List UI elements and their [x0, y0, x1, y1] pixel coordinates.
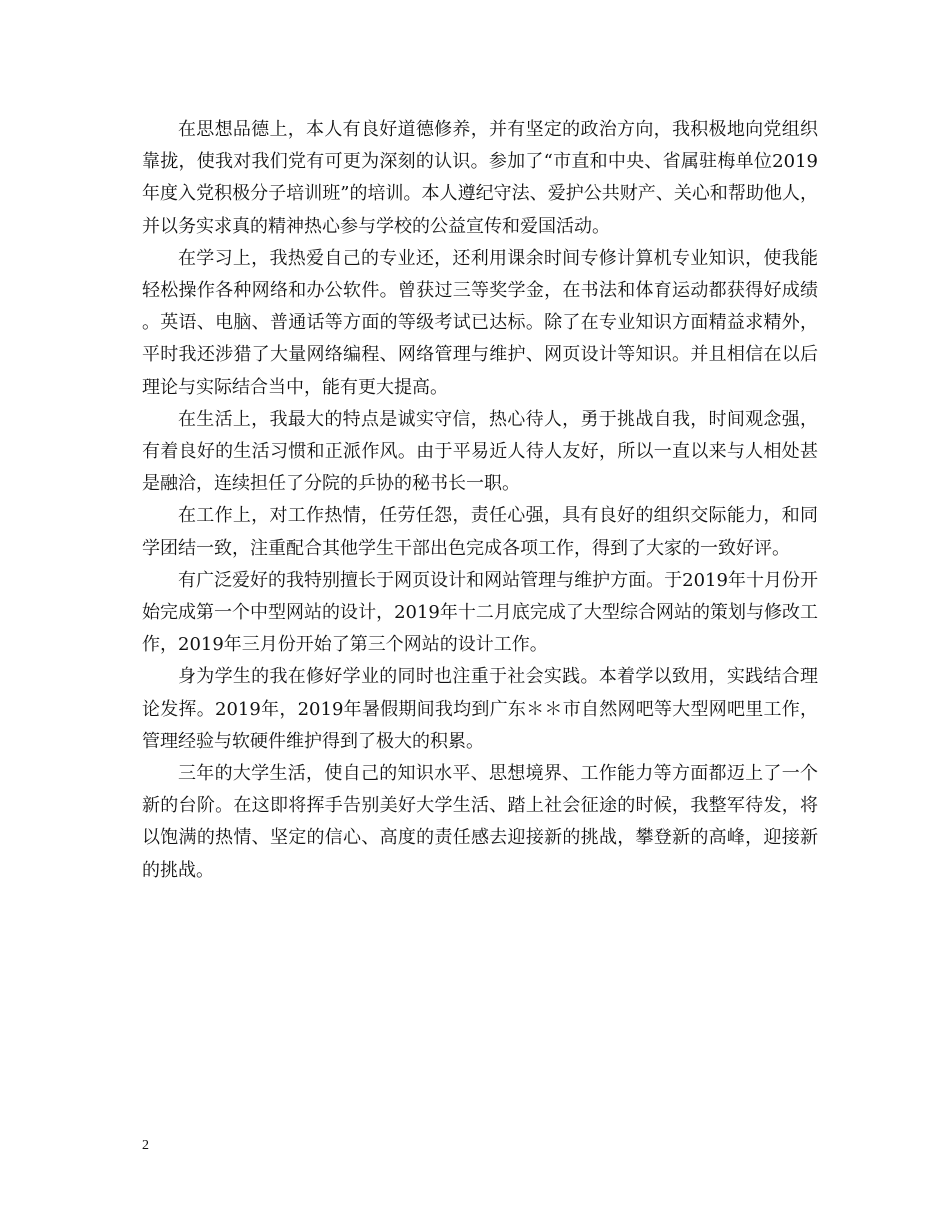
paragraph-summary: 三年的大学生活，使自己的知识水平、思想境界、工作能力等方面都迈上了一个新的台阶。在这即将挥手告别美好大学生活、踏上社会征途的时候，我整军待发，将以饱满的热情、坚定的信心、高度的责任感去迎接新的挑战，攀登新的高峰，迎接新的挑战。: [142, 763, 818, 881]
document-body: [142, 114, 818, 887]
paragraph-work: 在工作上，对工作热情，任劳任怨，责任心强，具有良好的组织交际能力，和同学团结一致，注重配合其他学生干部出色完成各项工作，得到了大家的一致好评。: [142, 505, 818, 559]
paragraph-practice: 身为学生的我在修好学业的同时也注重于社会实践。本着学以致用，实践结合理论发挥。2019年，2019年暑假期间我均到广东＊＊市自然网吧等大型网吧里工作，管理经验与软硬件维护得到了极大的积累。: [142, 666, 818, 752]
page-number: 2: [142, 1138, 149, 1153]
paragraph-ideology: 在思想品德上，本人有良好道德修养，并有坚定的政治方向，我积极地向党组织靠拢，使我对我们党有可更为深刻的认识。参加了“市直和中央、省属驻梅单位2019年度入党积极分子培训班”的培训。本人遵纪守法、爱护公共财产、关心和帮助他人，并以务实求真的精神热心参与学校的公益宣传和爱国活动。: [142, 119, 818, 237]
paragraph-life: 在生活上，我最大的特点是诚实守信，热心待人，勇于挑战自我，时间观念强，有着良好的生活习惯和正派作风。由于平易近人待人友好，所以一直以来与人相处甚是融洽，连续担任了分院的乒协的秘书长一职。: [142, 408, 818, 495]
paragraph-study: 在学习上，我热爱自己的专业还，还利用课余时间专修计算机专业知识，使我能轻松操作各种网络和办公软件。曾获过三等奖学金，在书法和体育运动都获得好成绩。英语、电脑、普通话等方面的等级考试已达标。除了在专业知识方面精益求精外，平时我还涉猎了大量网络编程、网络管理与维护、网页设计等知识。并且相信在以后理论与实际结合当中，能有更大提高。: [142, 247, 818, 398]
paragraph-hobbies: 有广泛爱好的我特别擅长于网页设计和网站管理与维护方面。于2019年十月份开始完成第一个中型网站的设计，2019年十二月底完成了大型综合网站的策划与修改工作，2019年三月份开始了第三个网站的设计工作。: [142, 569, 818, 656]
